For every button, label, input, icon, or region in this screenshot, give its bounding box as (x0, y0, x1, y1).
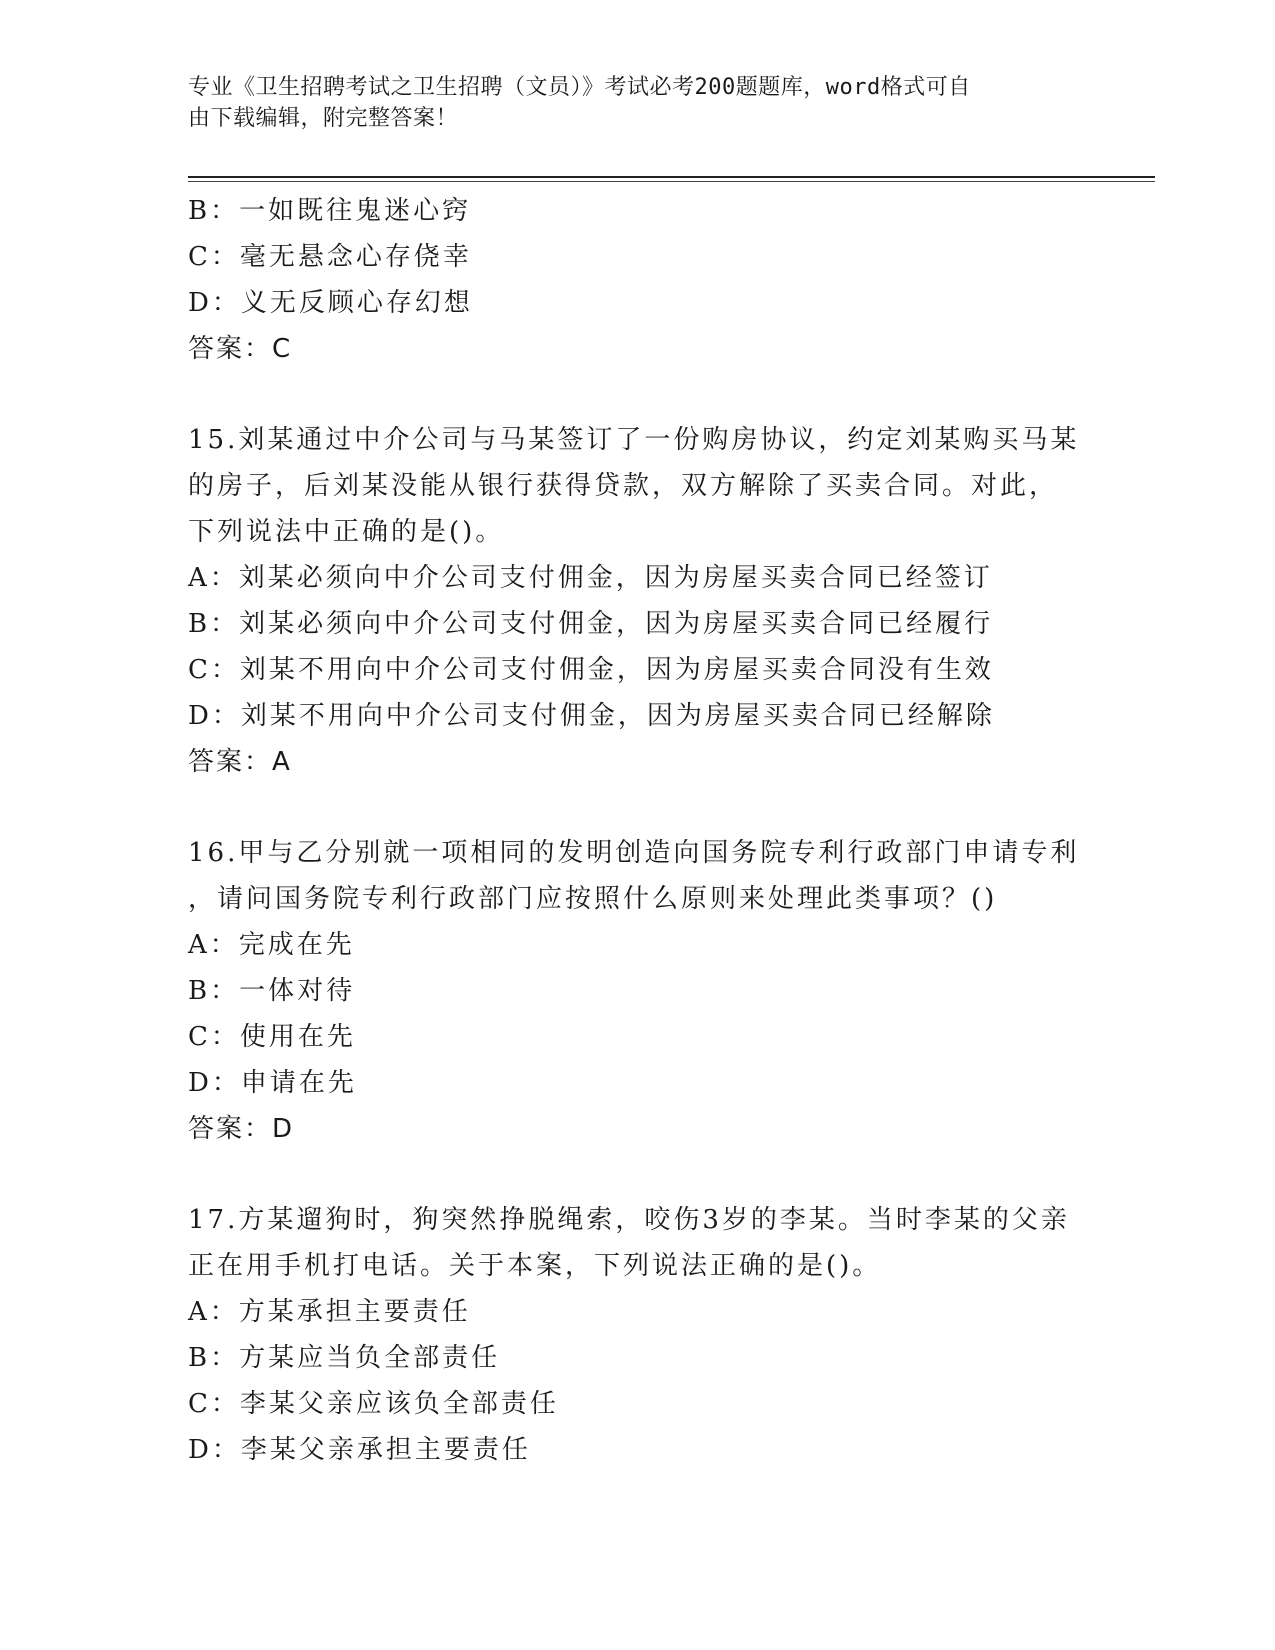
question-17 (188, 1197, 1088, 1473)
option-c: C：使用在先 (188, 1022, 356, 1052)
question-spacer (188, 785, 1088, 830)
option-d: D：刘某不用向中介公司支付佣金，因为房屋买卖合同已经解除 (188, 701, 995, 731)
header-divider-thick (188, 176, 1155, 178)
question-stem-line: 的房子，后刘某没能从银行获得贷款，双方解除了买卖合同。对此， (188, 471, 1059, 501)
option-a: A：方某承担主要责任 (188, 1297, 471, 1327)
header-title-line-2: 由下载编辑，附完整答案！ (188, 106, 459, 131)
question-stem-line: 16.甲与乙分别就一项相同的发明创造向国务院专利行政部门申请专利 (188, 838, 1080, 868)
question-15 (188, 417, 1088, 785)
option-d: D：义无反顾心存幻想 (188, 288, 473, 318)
option-a: A：刘某必须向中介公司支付佣金，因为房屋买卖合同已经签订 (188, 563, 993, 593)
question-stem-line: ，请问国务院专利行政部门应按照什么原则来处理此类事项？() (188, 884, 998, 914)
question-spacer (188, 1152, 1088, 1197)
answer-line: 答案：D (188, 1114, 295, 1144)
question-14-continued (188, 188, 1088, 372)
option-b: B：一如既往鬼迷心窍 (188, 196, 472, 226)
question-stem-line: 下列说法中正确的是()。 (188, 517, 505, 547)
answer-line: 答案：C (188, 334, 293, 364)
question-spacer (188, 372, 1088, 417)
option-c: C：李某父亲应该负全部责任 (188, 1389, 559, 1419)
page-header (188, 72, 1068, 134)
header-divider-thin (188, 181, 1155, 182)
header-title-line-1: 专业《卫生招聘考试之卫生招聘（文员）》考试必考200题题库，word格式可自 (188, 75, 971, 100)
answer-line: 答案：A (188, 747, 292, 777)
question-stem-line: 17.方某遛狗时，狗突然挣脱绳索，咬伤3岁的李某。当时李某的父亲 (188, 1205, 1070, 1235)
option-d: D：李某父亲承担主要责任 (188, 1435, 531, 1465)
option-c: C：毫无悬念心存侥幸 (188, 242, 472, 272)
question-stem-line: 正在用手机打电话。关于本案，下列说法正确的是()。 (188, 1251, 882, 1281)
option-b: B：方某应当负全部责任 (188, 1343, 501, 1373)
question-stem-line: 15.刘某通过中介公司与马某签订了一份购房协议，约定刘某购买马某 (188, 425, 1080, 455)
option-d: D：申请在先 (188, 1068, 357, 1098)
option-c: C：刘某不用向中介公司支付佣金，因为房屋买卖合同没有生效 (188, 655, 994, 685)
option-b: B：刘某必须向中介公司支付佣金，因为房屋买卖合同已经履行 (188, 609, 994, 639)
question-list (188, 188, 1088, 1473)
option-b: B：一体对待 (188, 976, 356, 1006)
question-16 (188, 830, 1088, 1152)
option-a: A：完成在先 (188, 930, 355, 960)
